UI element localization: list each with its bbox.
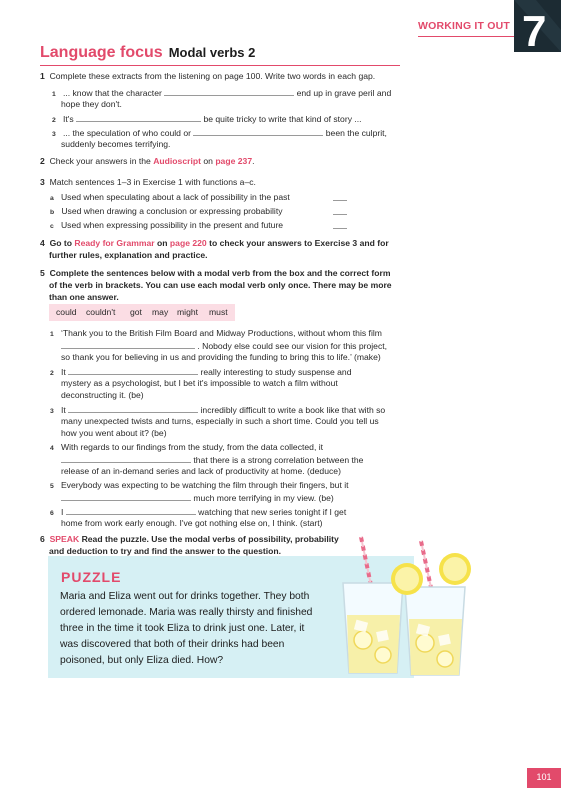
title-sub: Modal verbs 2 bbox=[168, 45, 256, 60]
sentence-line bbox=[61, 491, 334, 504]
item-letter: c bbox=[50, 223, 54, 230]
item-letter: a bbox=[50, 195, 54, 202]
sentence-line: mystery as a psychologist, but I bet it's impossible to watch a film without bbox=[61, 378, 338, 388]
sentence-line: how you went about it? (be) bbox=[61, 428, 167, 438]
item-text: ... the speculation of who could or bbox=[62, 128, 191, 138]
modal-verb: could bbox=[56, 307, 77, 317]
item-text: I bbox=[60, 507, 64, 517]
grammar-link[interactable]: Ready for Grammar bbox=[74, 238, 155, 248]
match-answer-blank[interactable] bbox=[333, 191, 347, 201]
item-text: ‘Thank you to the British Film Board and Midway Productions, without whom this film bbox=[60, 328, 382, 338]
function-item-a bbox=[50, 191, 290, 205]
match-answer-blank[interactable] bbox=[333, 219, 347, 229]
exercise-number: 4 bbox=[40, 238, 45, 248]
exercise-4 bbox=[40, 237, 389, 249]
puzzle-text-line: Maria and Eliza went out for drinks together. They both bbox=[60, 591, 310, 602]
exercise-instruction: and deduction to try and find the answer to the question. bbox=[49, 546, 282, 556]
lemonade-illustration bbox=[325, 535, 495, 680]
audioscript-link[interactable]: Audioscript bbox=[153, 156, 201, 166]
section-title bbox=[40, 44, 255, 62]
exercise-text: Check your answers in the bbox=[49, 156, 151, 166]
exercise-3-heading bbox=[40, 176, 256, 188]
item-continuation: hope they don't. bbox=[61, 99, 122, 109]
sentence-line: many unexpected twists and turns, especially in such a short time. Could you tell us bbox=[61, 416, 379, 426]
answer-gap[interactable] bbox=[66, 505, 196, 515]
item-text: Everybody was expecting to be watching the film through their fingers, but it bbox=[60, 480, 349, 490]
item-letter: 5 bbox=[50, 483, 54, 490]
answer-gap[interactable] bbox=[61, 453, 191, 463]
item-letter: 2 bbox=[52, 117, 56, 124]
item-letter: b bbox=[50, 209, 55, 216]
item-text: It bbox=[60, 367, 66, 377]
answer-gap[interactable] bbox=[164, 86, 294, 96]
page-link[interactable]: page 237 bbox=[215, 156, 253, 166]
modal-verb: couldn't bbox=[86, 307, 116, 317]
lemonade-glass-icon bbox=[405, 587, 465, 675]
title-main: Language focus bbox=[40, 44, 163, 61]
answer-gap[interactable] bbox=[68, 403, 198, 413]
sentence-line: deconstructing it. (be) bbox=[61, 390, 144, 400]
item-text: really interesting to study suspense and bbox=[200, 367, 352, 377]
exercise-number: 2 bbox=[40, 156, 45, 166]
item-text: ... know that the character bbox=[62, 88, 162, 98]
modal-verb: must bbox=[209, 307, 228, 317]
function-item-b bbox=[50, 205, 283, 219]
exercise-instruction: of the verb in brackets. You can use each modal verb only once. There may be more bbox=[49, 280, 392, 290]
item-text: incredibly difficult to write a book like that with so bbox=[200, 405, 386, 415]
section-label: WORKING IT OUT bbox=[418, 20, 511, 32]
exercise-instruction: Complete the sentences below with a modal verb from the box and the correct form bbox=[49, 268, 391, 278]
item-text: It bbox=[60, 405, 66, 415]
item-text: With regards to our findings from the study, from the data collected, it bbox=[60, 442, 324, 452]
answer-gap[interactable] bbox=[68, 365, 198, 375]
item-letter: 4 bbox=[50, 445, 54, 452]
modal-verb: might bbox=[177, 307, 199, 317]
item-continuation: suddenly becomes terrifying. bbox=[61, 139, 171, 149]
item-letter: 1 bbox=[52, 91, 56, 98]
answer-gap[interactable] bbox=[76, 112, 201, 122]
chapter-number: 7 bbox=[522, 7, 547, 52]
exercise-text: to check your answers to Exercise 3 and for bbox=[209, 238, 389, 248]
exercise-number: 1 bbox=[40, 71, 45, 81]
chapter-number-badge bbox=[514, 0, 561, 52]
exercise-5-heading bbox=[40, 267, 391, 279]
item-text: much more terrifying in my view. (be) bbox=[193, 493, 334, 503]
puzzle-text-line: three in the time it took Eliza to drink just one. Later, it bbox=[60, 623, 305, 634]
exercise-instruction: Read the puzzle. Use the modal verbs of possibility, probability bbox=[81, 534, 339, 544]
item-letter: 3 bbox=[50, 408, 54, 415]
item-letter: 1 bbox=[50, 331, 54, 338]
item-letter: 6 bbox=[50, 510, 54, 517]
puzzle-title: PUZZLE bbox=[61, 569, 122, 585]
answer-gap[interactable] bbox=[193, 126, 323, 136]
exercise-instruction: Match sentences 1–3 in Exercise 1 with functions a–c. bbox=[49, 177, 256, 187]
item-text: that there is a strong correlation between the bbox=[193, 455, 364, 465]
exercise-text: on bbox=[203, 156, 213, 166]
item-text: watching that new series tonight if I get bbox=[198, 507, 347, 517]
item-letter: 3 bbox=[52, 131, 56, 138]
exercise-number: 6 bbox=[40, 534, 45, 544]
exercise-instruction: than one answer. bbox=[49, 292, 119, 302]
item-letter: 2 bbox=[50, 370, 54, 377]
exercise-text: . bbox=[252, 156, 255, 166]
sentence-line: release of an in-demand series and lack of productivity at home. (deduce) bbox=[61, 466, 341, 476]
item-text: Used when speculating about a lack of possibility in the past bbox=[60, 192, 290, 202]
item-text: Used when drawing a conclusion or expressing probability bbox=[61, 206, 283, 216]
item-text: be quite tricky to write that kind of story ... bbox=[203, 114, 362, 124]
exercise-text: Go to bbox=[49, 238, 72, 248]
answer-gap[interactable] bbox=[61, 339, 195, 349]
modal-verb: got bbox=[130, 307, 142, 317]
lemonade-glass-icon bbox=[343, 583, 403, 673]
page-link[interactable]: page 220 bbox=[169, 238, 207, 248]
sentence-line: so thank you for believing in us and providing the funding to bring this to life.’ (make) bbox=[61, 352, 381, 362]
sentence-line: home from work early enough. I've got nothing else on, I think. (start) bbox=[61, 518, 323, 528]
exercise-number: 5 bbox=[40, 268, 45, 278]
modal-verb: may bbox=[152, 307, 169, 317]
exercise-1-item-2 bbox=[52, 112, 362, 127]
item-text: . Nobody else could see our vision for this project, bbox=[197, 341, 388, 351]
exercise-instruction: Complete these extracts from the listening on page 100. Write two words in each gap. bbox=[49, 71, 376, 81]
modal-verb-box bbox=[49, 304, 235, 321]
puzzle-text-line: was discovered that both of their drinks had been bbox=[60, 639, 285, 650]
puzzle-text-line: ordered lemonade. Maria was really thirsty and finished bbox=[60, 607, 313, 618]
answer-gap[interactable] bbox=[61, 491, 191, 501]
title-rule bbox=[40, 65, 400, 66]
exercise-2 bbox=[40, 155, 255, 167]
item-text: It's bbox=[62, 114, 74, 124]
item-text: been the culprit, bbox=[325, 128, 387, 138]
speak-label: SPEAK bbox=[49, 534, 80, 544]
exercise-6-heading bbox=[40, 533, 339, 545]
item-text: end up in grave peril and bbox=[296, 88, 392, 98]
page-number: 101 bbox=[536, 772, 552, 782]
match-answer-blank[interactable] bbox=[333, 205, 347, 215]
exercise-1-heading bbox=[40, 70, 375, 82]
item-text: Used when expressing possibility in the present and future bbox=[60, 220, 284, 230]
puzzle-text-line: poisoned, but only Eliza died. How? bbox=[60, 655, 224, 666]
exercise-4-continuation: further rules, explanation and practice. bbox=[49, 250, 208, 260]
function-item-c bbox=[50, 219, 283, 233]
exercise-number: 3 bbox=[40, 177, 45, 187]
exercise-text: on bbox=[157, 238, 168, 248]
